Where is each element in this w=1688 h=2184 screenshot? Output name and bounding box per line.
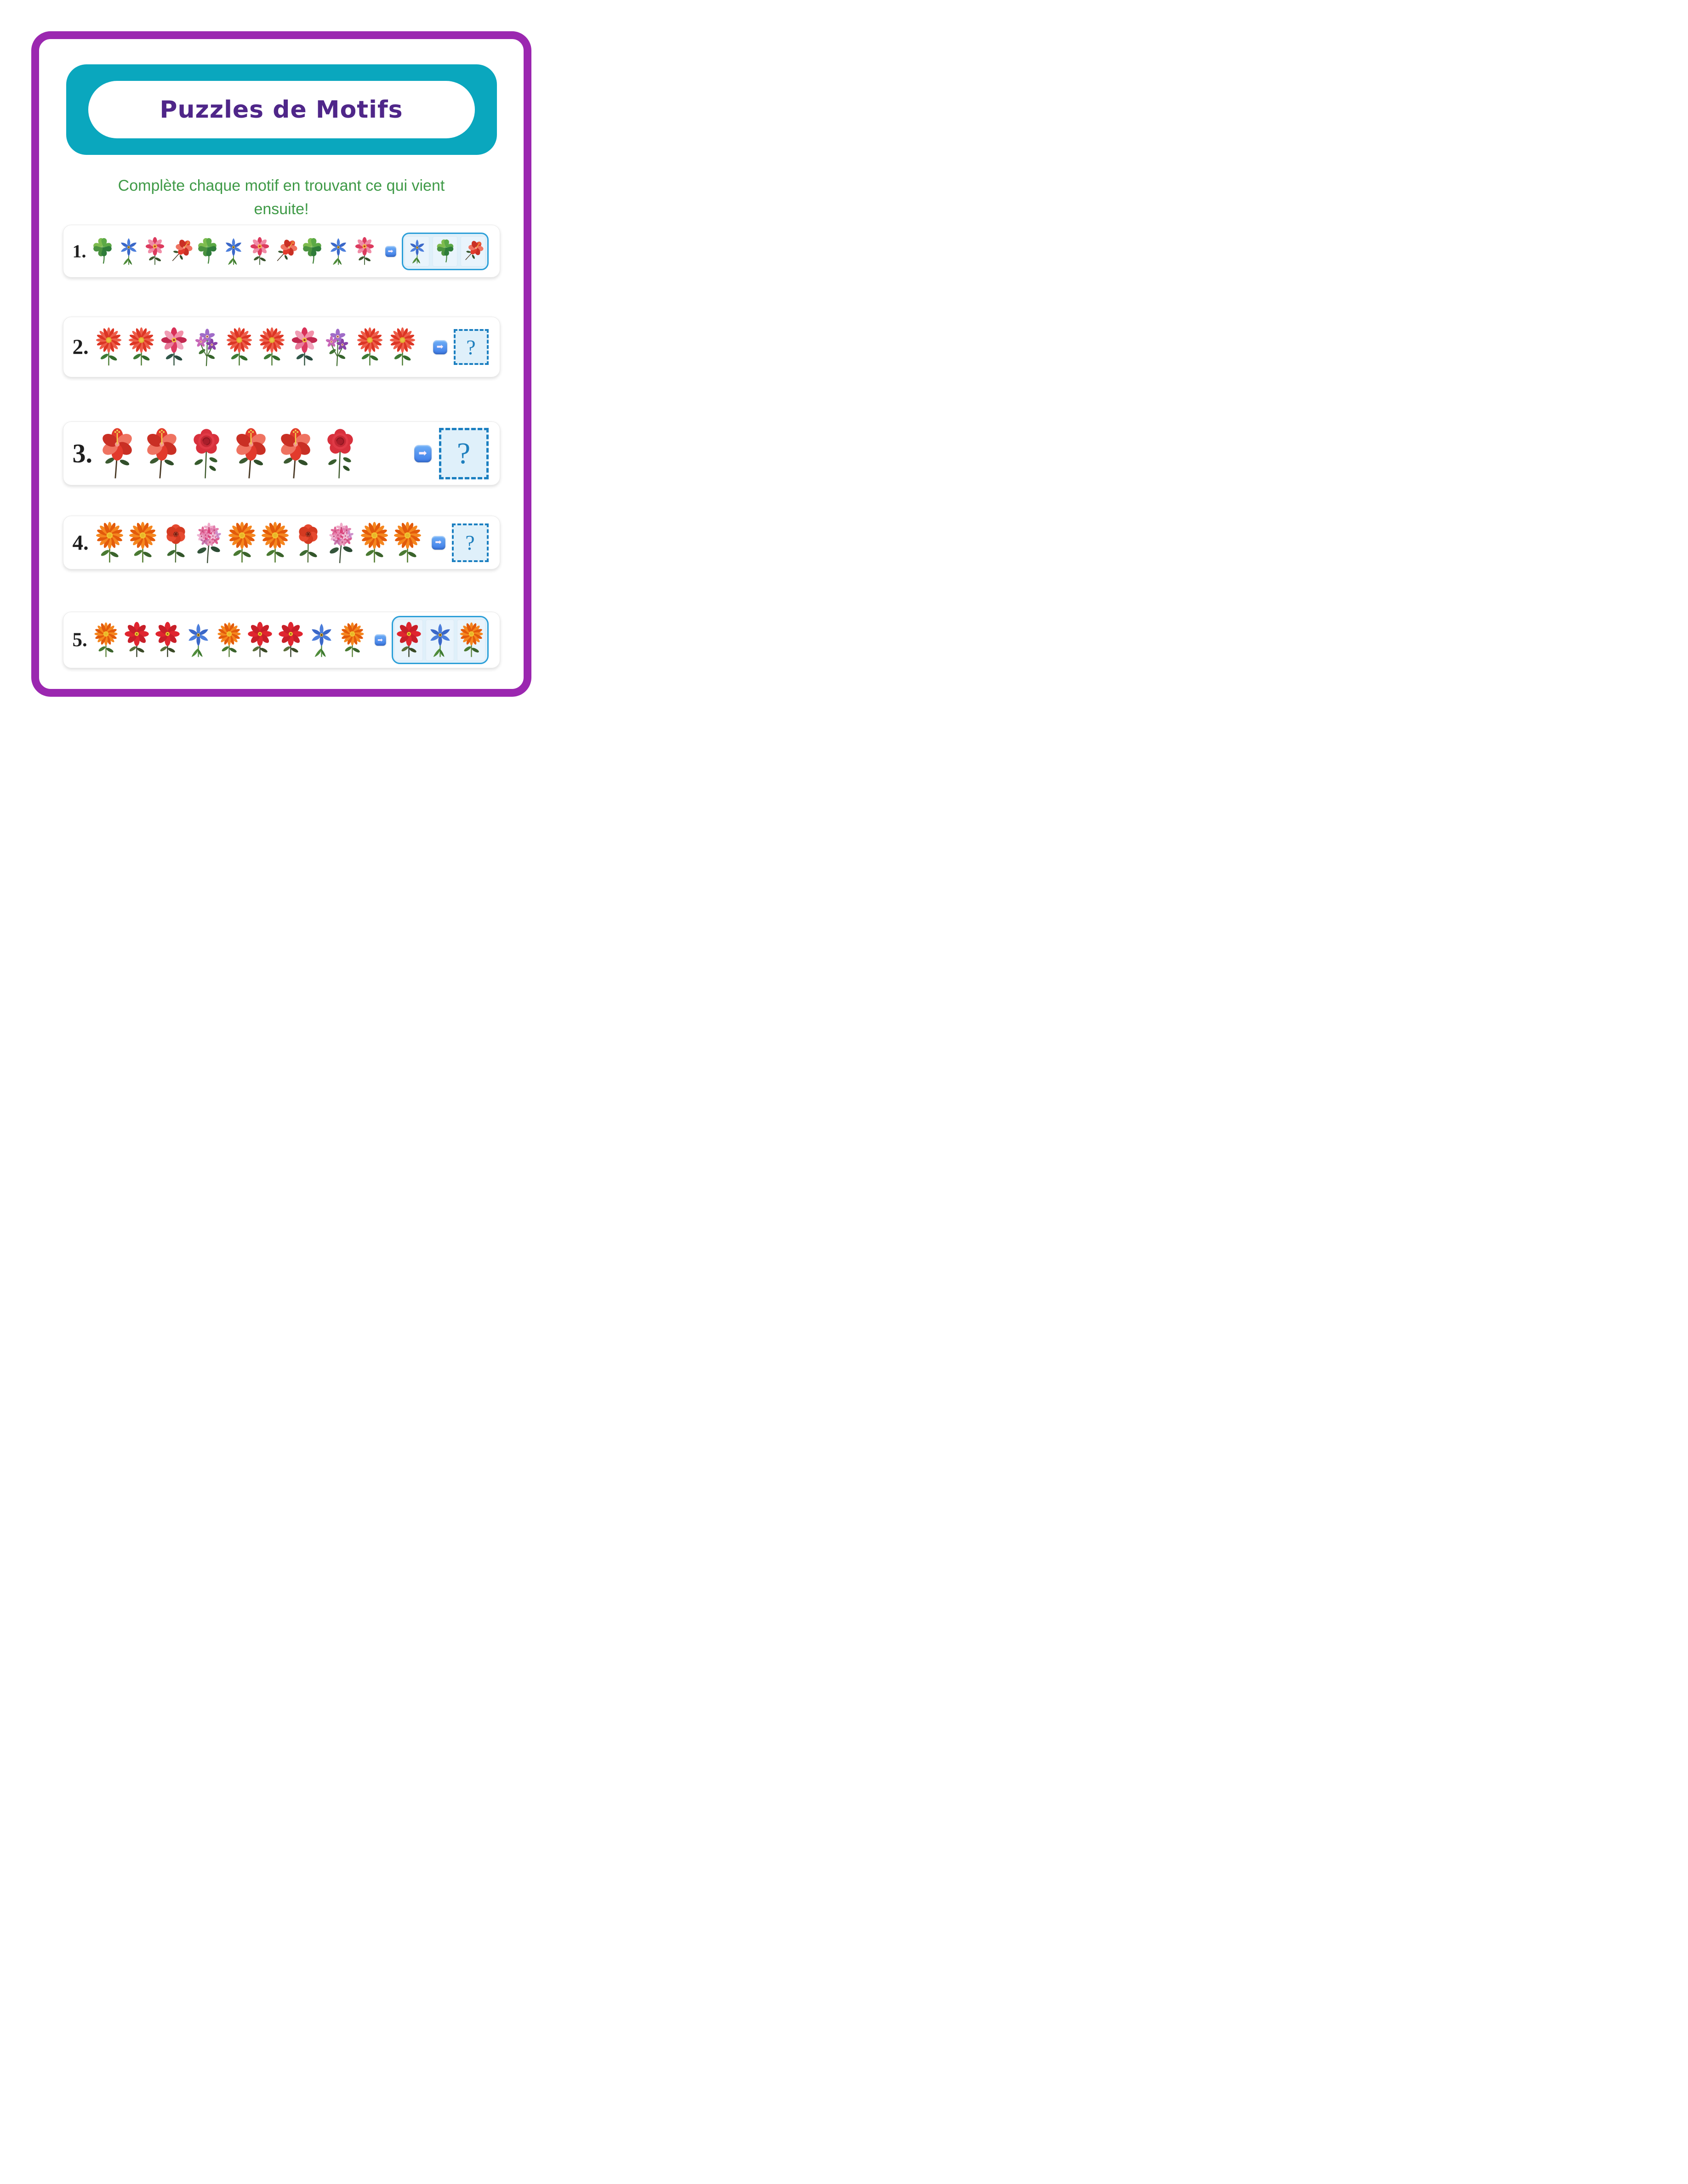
flower-sequence xyxy=(92,237,375,266)
red-hibiscus-icon xyxy=(165,234,198,268)
four-leaf-clover-icon xyxy=(197,237,218,266)
page-frame xyxy=(31,31,531,697)
red-cosmos-icon xyxy=(124,622,150,659)
answer-blank-box[interactable] xyxy=(439,428,489,479)
orange-daisy-icon xyxy=(94,521,125,564)
row-number: 1. xyxy=(72,241,86,262)
question-mark: ? xyxy=(466,335,476,359)
answer-tile xyxy=(461,236,485,267)
purple-flower-cluster-icon xyxy=(323,327,352,367)
red-daisy-icon xyxy=(127,327,156,367)
instructions-line2: ensuite! xyxy=(254,200,309,218)
pattern-row-1 xyxy=(63,225,500,278)
answer-blank-box[interactable] xyxy=(452,523,489,562)
pink-flower-icon xyxy=(249,237,270,266)
arrow-right-icon xyxy=(375,634,386,646)
red-poppy-icon xyxy=(160,521,191,564)
pattern-row-4 xyxy=(63,516,500,569)
answer-blank-box[interactable] xyxy=(454,329,489,365)
red-cosmos-icon xyxy=(396,622,422,659)
red-daisy-icon xyxy=(388,327,417,367)
arrow-glyph: ➡ xyxy=(388,247,393,255)
instructions-text xyxy=(56,174,507,221)
orange-daisy-icon xyxy=(93,622,119,659)
row-number: 5. xyxy=(72,629,87,651)
orange-daisy-icon xyxy=(227,521,257,564)
pink-hydrangea-icon xyxy=(194,521,224,564)
red-rose-icon xyxy=(187,427,226,481)
pink-cosmos-icon xyxy=(160,327,188,367)
title-pill xyxy=(88,81,475,138)
orange-daisy-icon xyxy=(260,521,291,564)
red-daisy-icon xyxy=(355,327,384,367)
answer-tile xyxy=(433,236,457,267)
header-banner xyxy=(66,64,497,155)
flower-sequence xyxy=(98,427,359,481)
orange-daisy-icon xyxy=(359,521,390,564)
purple-flower-cluster-icon xyxy=(192,327,221,367)
red-hibiscus-icon xyxy=(269,234,302,268)
row-number: 2. xyxy=(72,335,89,359)
red-cosmos-icon xyxy=(154,622,181,659)
pink-hydrangea-icon xyxy=(326,521,357,564)
blue-flower-icon xyxy=(185,622,211,659)
arrow-right-icon xyxy=(385,246,396,257)
answer-tile xyxy=(457,620,485,661)
row-number: 4. xyxy=(72,530,89,555)
orange-daisy-icon xyxy=(392,521,423,564)
pink-flower-icon xyxy=(354,237,375,266)
arrow-right-icon xyxy=(414,445,432,462)
pink-flower-icon xyxy=(144,237,165,266)
red-hibiscus-icon xyxy=(98,427,137,481)
blue-flower-icon xyxy=(118,237,139,266)
orange-daisy-icon xyxy=(339,622,365,659)
instructions-line1: Complète chaque motif en trouvant ce qui vient xyxy=(118,177,445,194)
four-leaf-clover-icon xyxy=(302,237,323,266)
pattern-row-2 xyxy=(63,317,500,377)
red-daisy-icon xyxy=(225,327,254,367)
blue-flower-icon xyxy=(328,237,349,266)
worksheet-page xyxy=(0,0,563,728)
orange-daisy-icon xyxy=(458,622,485,659)
pattern-row-5 xyxy=(63,612,500,668)
flower-sequence xyxy=(94,521,423,564)
pattern-row-3 xyxy=(63,421,500,485)
red-rose-icon xyxy=(321,427,359,481)
page-title: Puzzles de Motifs xyxy=(160,96,403,124)
question-mark: ? xyxy=(465,531,475,554)
orange-daisy-icon xyxy=(216,622,242,659)
answer-tile xyxy=(426,620,454,661)
red-hibiscus-icon xyxy=(276,427,315,481)
flower-sequence xyxy=(94,327,417,367)
four-leaf-clover-icon xyxy=(92,237,113,266)
blue-flower-icon xyxy=(223,237,244,266)
red-poppy-icon xyxy=(293,521,324,564)
pink-cosmos-icon xyxy=(290,327,319,367)
arrow-right-icon xyxy=(432,536,445,550)
red-cosmos-icon xyxy=(278,622,304,659)
arrow-glyph: ➡ xyxy=(436,342,444,352)
red-hibiscus-icon xyxy=(458,236,488,267)
arrow-glyph: ➡ xyxy=(435,538,442,547)
blue-flower-icon xyxy=(308,622,335,659)
red-hibiscus-icon xyxy=(143,427,181,481)
four-leaf-clover-icon xyxy=(436,238,455,265)
flower-sequence xyxy=(93,622,365,659)
pattern-rows xyxy=(63,225,500,668)
row-number: 3. xyxy=(72,438,92,468)
question-mark: ? xyxy=(456,436,471,470)
red-hibiscus-icon xyxy=(232,427,270,481)
orange-daisy-icon xyxy=(127,521,158,564)
answer-tile xyxy=(405,236,429,267)
answer-choices-panel[interactable] xyxy=(392,616,489,664)
arrow-glyph: ➡ xyxy=(377,636,383,644)
blue-flower-icon xyxy=(427,622,453,659)
red-cosmos-icon xyxy=(247,622,273,659)
answer-tile xyxy=(394,620,423,661)
red-daisy-icon xyxy=(257,327,286,367)
red-daisy-icon xyxy=(94,327,123,367)
blue-flower-icon xyxy=(408,238,427,265)
answer-choices-panel[interactable] xyxy=(402,233,489,270)
arrow-right-icon xyxy=(433,340,447,354)
arrow-glyph: ➡ xyxy=(418,447,427,459)
